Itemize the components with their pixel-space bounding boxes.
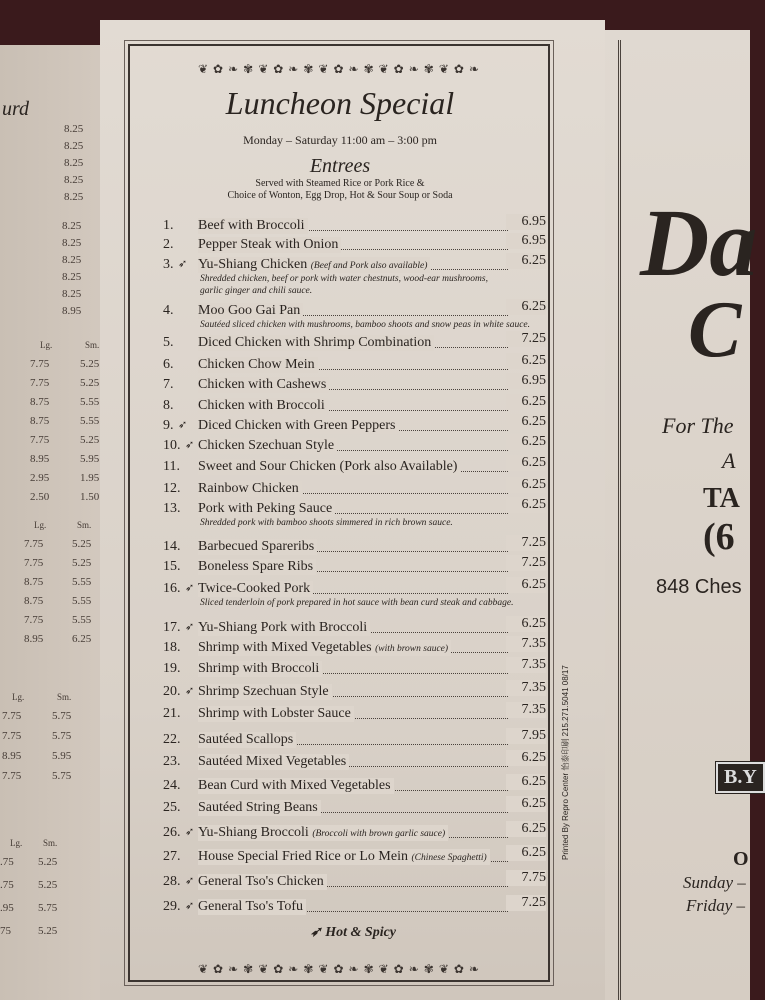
item-name (198, 620, 370, 636)
item-name (198, 459, 460, 475)
left-price: 8.25 (64, 123, 84, 135)
item-name (198, 377, 329, 393)
item-name-text: Shrimp with Broccoli (198, 661, 320, 676)
left-price: 8.25 (62, 254, 82, 266)
item-name-text: Boneless Spare Ribs (198, 559, 314, 574)
left-price: 8.95 (62, 305, 82, 317)
item-name (198, 778, 394, 794)
item-number: 14. (163, 539, 181, 554)
item-name-text: Bean Curd with Mixed Vegetables (198, 778, 391, 793)
item-price: 6.25 (506, 253, 546, 269)
left-price: 8.25 (62, 237, 82, 249)
item-number: 20. (163, 684, 181, 699)
item-name-text: Chicken with Broccoli (198, 398, 325, 413)
item-number: 16. (163, 581, 181, 596)
item-price: 6.25 (506, 821, 546, 837)
left-price-small: 5.75 (52, 710, 72, 722)
restaurant-logo-line1: Da (640, 189, 758, 296)
item-name-text: Chicken Chow Mein (198, 357, 315, 372)
item-name (198, 800, 321, 816)
left-price-large: 2.95 (30, 472, 50, 484)
item-name (198, 257, 430, 273)
item-number: 13. (163, 501, 181, 516)
left-price-small: 5.55 (72, 595, 92, 607)
item-price: 7.25 (506, 535, 546, 551)
item-name-text: Shrimp with Lobster Sauce (198, 706, 351, 721)
left-price: 8.25 (64, 140, 84, 152)
item-price: 6.95 (506, 233, 546, 249)
left-price-large: 75 (0, 925, 11, 937)
left-price-small: 5.25 (80, 434, 100, 446)
left-price-small: 5.95 (80, 453, 100, 465)
col-small-header: Sm. (57, 692, 72, 702)
left-price-large: 7.75 (30, 434, 50, 446)
item-number: 25. (163, 800, 181, 815)
left-price-small: 5.55 (72, 576, 92, 588)
item-price: 6.25 (506, 455, 546, 471)
item-description: garlic ginger and chili sauce. (200, 286, 313, 296)
col-large-header: Lg. (40, 340, 53, 350)
left-price-small: 5.55 (80, 415, 100, 427)
left-price-large: 7.75 (2, 770, 22, 782)
item-number: 2. (163, 237, 174, 252)
item-price: 6.25 (506, 477, 546, 493)
hot-pepper-icon: ➶ (185, 826, 195, 838)
item-number: 28. (163, 874, 181, 889)
item-price: 7.35 (506, 702, 546, 718)
hours-heading: O (733, 848, 749, 870)
item-name (198, 732, 296, 748)
left-price-large: 8.95 (2, 750, 22, 762)
left-price-small: 5.25 (38, 856, 58, 868)
item-number: 15. (163, 559, 181, 574)
left-price-large: .75 (0, 879, 14, 891)
item-price: 7.35 (506, 636, 546, 652)
left-price-small: 5.95 (52, 750, 72, 762)
item-name (198, 303, 303, 319)
left-price: 8.25 (62, 271, 82, 283)
left-price-small: 5.75 (38, 902, 58, 914)
item-description: Shredded chicken, beef or pork with water chestnuts, wood-ear mushrooms, (200, 274, 488, 284)
item-price: 6.25 (506, 394, 546, 410)
item-number: 8. (163, 398, 174, 413)
item-price: 6.25 (506, 616, 546, 632)
item-number: 29. (163, 899, 181, 914)
item-description: Sautéed sliced chicken with mushrooms, bamboo shoots and snow peas in white sauce. (200, 320, 531, 330)
item-price: 6.25 (506, 750, 546, 766)
item-number: 6. (163, 357, 174, 372)
item-name-text: Sautéed Mixed Vegetables (198, 754, 347, 769)
left-price-small: 5.55 (72, 614, 92, 626)
left-price-large: 7.75 (30, 358, 50, 370)
item-number: 17. (163, 620, 181, 635)
served-with-line2: Choice of Wonton, Egg Drop, Hot & Sour Soup or Soda (227, 190, 453, 201)
hot-pepper-icon: ➶ (185, 582, 195, 594)
item-price: 6.25 (506, 353, 546, 369)
item-name (198, 874, 327, 890)
take-out-label: TA (703, 483, 740, 514)
item-name (198, 640, 451, 656)
item-price: 6.25 (506, 497, 546, 513)
item-name (198, 501, 335, 517)
item-number: 23. (163, 754, 181, 769)
item-name-text: Yu-Shiang Chicken (198, 257, 308, 272)
left-price: 8.25 (64, 174, 84, 186)
address: 848 Ches (656, 576, 742, 598)
item-name-text: House Special Fried Rice or Lo Mein (198, 849, 408, 864)
item-name (198, 418, 399, 434)
item-price: 6.25 (506, 414, 546, 430)
item-number: 22. (163, 732, 181, 747)
item-price: 6.25 (506, 774, 546, 790)
byob-badge: B.Y (716, 762, 765, 793)
item-name (198, 438, 337, 454)
left-price-large: .75 (0, 856, 14, 868)
col-large-header: Lg. (34, 520, 47, 530)
item-name (198, 559, 316, 575)
item-price: 6.95 (506, 373, 546, 389)
printer-credit: Printed By Repro Center 怡泰印刷 215.271.5041 08/17 (561, 665, 570, 860)
col-small-header: Sm. (43, 838, 58, 848)
item-number: 12. (163, 481, 181, 496)
item-note: (Broccoli with brown garlic sauce) (312, 829, 446, 839)
left-price-small: 1.95 (80, 472, 100, 484)
left-price: 8.25 (64, 191, 84, 203)
left-price-small: 5.75 (52, 730, 72, 742)
item-name-text: Pepper Steak with Onion (198, 237, 339, 252)
item-name-text: General Tso's Chicken (198, 874, 324, 889)
hot-pepper-icon: ➶ (185, 439, 195, 451)
col-small-header: Sm. (77, 520, 92, 530)
item-name (198, 706, 354, 722)
item-number: 11. (163, 459, 180, 474)
item-name-text: Shrimp Szechuan Style (198, 684, 329, 699)
item-price: 7.35 (506, 680, 546, 696)
item-name (198, 357, 318, 373)
item-number: 10. (163, 438, 181, 453)
left-price-large: 8.75 (30, 415, 50, 427)
spicy-legend-label: Hot & Spicy (325, 925, 397, 940)
left-price: 8.25 (62, 220, 82, 232)
item-number: 27. (163, 849, 181, 864)
item-name (198, 899, 306, 915)
phone-number: (6 (703, 516, 735, 558)
item-number: 24. (163, 778, 181, 793)
hot-pepper-icon: ➶ (185, 900, 195, 912)
col-small-header: Sm. (85, 340, 100, 350)
item-name (198, 581, 313, 597)
item-price: 7.25 (506, 331, 546, 347)
left-price-small: 5.25 (38, 879, 58, 891)
item-name-text: Twice-Cooked Pork (198, 581, 311, 596)
item-name (198, 684, 332, 700)
left-price-large: 2.50 (30, 491, 50, 503)
tagline-line1: For The (662, 413, 734, 438)
col-large-header: Lg. (12, 692, 25, 702)
item-name (198, 481, 302, 497)
item-number: 7. (163, 377, 174, 392)
item-number: 26. (163, 825, 181, 840)
item-name-text: Sautéed Scallops (198, 732, 294, 747)
left-price-large: 8.75 (30, 396, 50, 408)
bottom-ornament: ❦ ✿ ❧ ✾ ❦ ✿ ❧ ✾ ❦ ✿ ❧ ✾ ❦ ✿ ❧ ✾ ❦ ✿ ❧ (197, 962, 481, 976)
left-price-large: 8.95 (30, 453, 50, 465)
item-price: 6.25 (506, 434, 546, 450)
menu-hours: Monday – Saturday 11:00 am – 3:00 pm (243, 133, 437, 147)
col-large-header: Lg. (10, 838, 23, 848)
item-note: (with brown sauce) (375, 644, 449, 654)
item-name-text: Pork with Peking Sauce (198, 501, 333, 516)
item-price: 6.95 (506, 214, 546, 230)
item-name-text: Yu-Shiang Pork with Broccoli (198, 620, 368, 635)
left-price-small: 5.25 (38, 925, 58, 937)
item-price: 7.75 (506, 870, 546, 886)
item-name (198, 398, 328, 414)
item-price: 6.25 (506, 299, 546, 315)
item-name (198, 849, 490, 865)
item-name-text: Sweet and Sour Chicken (Pork also Available) (198, 459, 458, 474)
item-number: 4. (163, 303, 174, 318)
item-name-text: General Tso's Tofu (198, 899, 304, 914)
hours-friday: Friday – (686, 896, 746, 915)
section-title: Entrees (309, 155, 371, 177)
hot-pepper-icon: ➶ (178, 258, 188, 270)
item-number: 19. (163, 661, 181, 676)
item-price: 7.95 (506, 728, 546, 744)
hot-pepper-icon: ➶ (185, 685, 195, 697)
item-note: (Chinese Spaghetti) (411, 853, 487, 863)
left-price-large: 7.75 (30, 377, 50, 389)
item-number: 9. (163, 418, 174, 433)
top-ornament: ❦ ✿ ❧ ✾ ❦ ✿ ❧ ✾ ❦ ✿ ❧ ✾ ❦ ✿ ❧ ✾ ❦ ✿ ❧ (197, 62, 481, 76)
item-price: 6.25 (506, 577, 546, 593)
left-price-small: 5.75 (52, 770, 72, 782)
item-price: 6.25 (506, 796, 546, 812)
served-with-line1: Served with Steamed Rice or Pork Rice & (255, 178, 425, 189)
item-name (198, 237, 341, 253)
hot-pepper-icon: ➶ (185, 875, 195, 887)
item-name (198, 218, 308, 234)
item-number: 1. (163, 218, 174, 233)
item-name-text: Chicken Szechuan Style (198, 438, 335, 453)
left-price-large: 8.75 (24, 576, 44, 588)
item-name-text: Rainbow Chicken (198, 481, 299, 496)
left-price-large: 7.75 (2, 730, 22, 742)
item-name (198, 539, 317, 555)
left-price-small: 5.25 (72, 538, 92, 550)
left-price-large: 7.75 (24, 557, 44, 569)
item-name (198, 335, 434, 351)
item-price: 7.25 (506, 895, 546, 911)
left-price: 8.25 (64, 157, 84, 169)
item-number: 3. (163, 257, 174, 272)
item-price: 6.25 (506, 845, 546, 861)
item-name (198, 754, 349, 770)
item-description: Sliced tenderloin of pork prepared in hot sauce with bean curd steak and cabbage. (200, 598, 514, 608)
left-price-small: 5.25 (80, 358, 100, 370)
menu-title: Luncheon Special (225, 85, 455, 121)
left-price-large: 7.75 (2, 710, 22, 722)
left-price: 8.25 (62, 288, 82, 300)
item-price: 7.25 (506, 555, 546, 571)
item-price: 7.35 (506, 657, 546, 673)
left-price-small: 5.55 (80, 396, 100, 408)
item-name-text: Beef with Broccoli (198, 218, 305, 233)
item-name-text: Diced Chicken with Green Peppers (198, 418, 396, 433)
spicy-legend: ➶ Hot & Spicy (310, 925, 397, 940)
item-name-text: Barbecued Spareribs (198, 539, 315, 554)
hot-pepper-icon: ➶ (185, 621, 195, 633)
restaurant-logo-line2: C (688, 286, 742, 374)
item-name-text: Moo Goo Gai Pan (198, 303, 301, 318)
item-name-text: Diced Chicken with Shrimp Combination (198, 335, 432, 350)
item-description: Shredded pork with bamboo shoots simmered in rich brown sauce. (200, 518, 453, 528)
item-number: 5. (163, 335, 174, 350)
left-price-large: 8.95 (24, 633, 44, 645)
item-name (198, 825, 448, 841)
item-note: (Beef and Pork also available) (310, 261, 428, 271)
item-name (198, 661, 322, 677)
item-name-text: Shrimp with Mixed Vegetables (198, 640, 372, 655)
left-price-small: 5.25 (80, 377, 100, 389)
left-price-large: 8.75 (24, 595, 44, 607)
left-price-small: 1.50 (80, 491, 100, 503)
tagline-line2: A (722, 448, 736, 473)
left-price-large: 7.75 (24, 538, 44, 550)
item-number: 18. (163, 640, 181, 655)
left-heading: urd (2, 98, 30, 120)
left-price-large: 7.75 (24, 614, 44, 626)
hours-sunday: Sunday – (683, 873, 746, 892)
item-name-text: Chicken with Cashews (198, 377, 327, 392)
left-price-large: .95 (0, 902, 14, 914)
item-name-text: Yu-Shiang Broccoli (198, 825, 309, 840)
left-price-small: 5.25 (72, 557, 92, 569)
item-name-text: Sautéed String Beans (198, 800, 318, 815)
hot-pepper-icon: ➶ (178, 419, 188, 431)
left-price-small: 6.25 (72, 633, 92, 645)
item-number: 21. (163, 706, 181, 721)
